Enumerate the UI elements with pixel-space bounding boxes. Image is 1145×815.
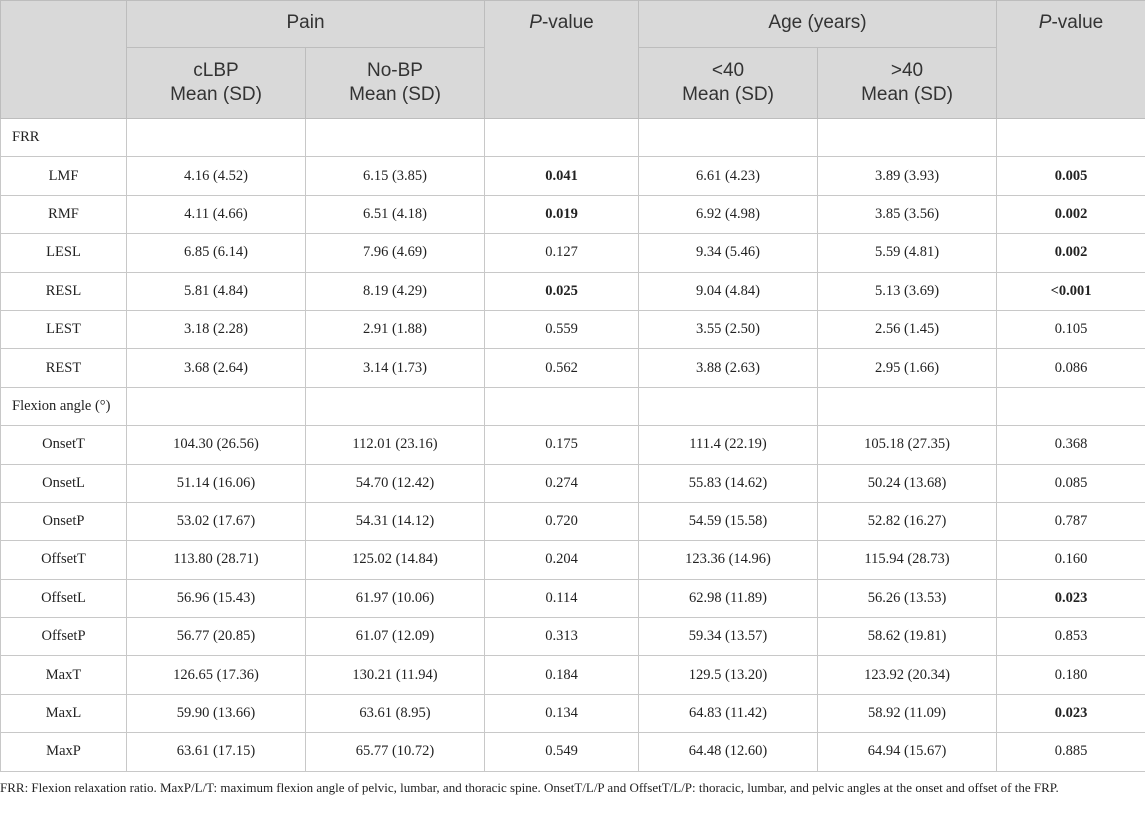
cell-pvalue-age: 0.023 xyxy=(997,579,1145,617)
cell-clbp: 3.68 (2.64) xyxy=(127,349,306,387)
cell-under40: 54.59 (15.58) xyxy=(639,502,818,540)
cell-nobp: 7.96 (4.69) xyxy=(306,234,485,272)
table-row xyxy=(1,349,1145,387)
cell-over40: 50.24 (13.68) xyxy=(818,464,997,502)
cell-pvalue-pain: 0.184 xyxy=(485,656,639,694)
pvalue-suffix: -value xyxy=(541,12,594,33)
header-corner-cell xyxy=(1,1,127,119)
table-row xyxy=(1,272,1145,310)
empty-cell xyxy=(127,387,306,425)
empty-cell xyxy=(127,119,306,157)
col-label: No-BP xyxy=(367,60,423,81)
cell-clbp: 53.02 (17.67) xyxy=(127,502,306,540)
row-label: OnsetL xyxy=(1,464,127,502)
cell-pvalue-pain: 0.025 xyxy=(485,272,639,310)
col-sublabel: Mean (SD) xyxy=(170,84,262,105)
row-label: LESL xyxy=(1,234,127,272)
header-col-clbp xyxy=(127,48,306,119)
cell-over40: 2.56 (1.45) xyxy=(818,310,997,348)
section-label: Flexion angle (°) xyxy=(1,387,127,425)
cell-over40: 52.82 (16.27) xyxy=(818,502,997,540)
table-row xyxy=(1,426,1145,464)
pvalue-italic-p: P xyxy=(529,12,542,33)
pvalue-suffix: -value xyxy=(1051,12,1104,33)
cell-pvalue-age: 0.787 xyxy=(997,502,1145,540)
cell-over40: 5.13 (3.69) xyxy=(818,272,997,310)
empty-cell xyxy=(485,387,639,425)
cell-over40: 105.18 (27.35) xyxy=(818,426,997,464)
cell-nobp: 3.14 (1.73) xyxy=(306,349,485,387)
cell-under40: 3.88 (2.63) xyxy=(639,349,818,387)
cell-pvalue-pain: 0.274 xyxy=(485,464,639,502)
table-row xyxy=(1,656,1145,694)
col-label: >40 xyxy=(890,60,924,81)
cell-clbp: 51.14 (16.06) xyxy=(127,464,306,502)
cell-pvalue-age: 0.023 xyxy=(997,694,1145,732)
cell-pvalue-pain: 0.313 xyxy=(485,618,639,656)
cell-clbp: 113.80 (28.71) xyxy=(127,541,306,579)
cell-pvalue-age: 0.885 xyxy=(997,733,1145,771)
cell-under40: 62.98 (11.89) xyxy=(639,579,818,617)
cell-pvalue-pain: 0.134 xyxy=(485,694,639,732)
cell-pvalue-pain: 0.019 xyxy=(485,195,639,233)
cell-pvalue-pain: 0.549 xyxy=(485,733,639,771)
cell-pvalue-age: 0.086 xyxy=(997,349,1145,387)
cell-pvalue-pain: 0.720 xyxy=(485,502,639,540)
row-label: RMF xyxy=(1,195,127,233)
cell-over40: 58.62 (19.81) xyxy=(818,618,997,656)
cell-clbp: 5.81 (4.84) xyxy=(127,272,306,310)
empty-cell xyxy=(997,387,1145,425)
cell-clbp: 56.77 (20.85) xyxy=(127,618,306,656)
cell-over40: 123.92 (20.34) xyxy=(818,656,997,694)
header-pvalue-pain xyxy=(485,1,639,119)
cell-under40: 9.04 (4.84) xyxy=(639,272,818,310)
col-label: cLBP xyxy=(193,60,239,81)
section-row xyxy=(1,387,1145,425)
cell-under40: 55.83 (14.62) xyxy=(639,464,818,502)
cell-over40: 5.59 (4.81) xyxy=(818,234,997,272)
cell-pvalue-age: 0.105 xyxy=(997,310,1145,348)
col-label: <40 xyxy=(711,60,745,81)
empty-cell xyxy=(306,387,485,425)
cell-pvalue-age: 0.368 xyxy=(997,426,1145,464)
cell-clbp: 56.96 (15.43) xyxy=(127,579,306,617)
cell-clbp: 104.30 (26.56) xyxy=(127,426,306,464)
cell-clbp: 59.90 (13.66) xyxy=(127,694,306,732)
cell-under40: 64.83 (11.42) xyxy=(639,694,818,732)
cell-over40: 3.85 (3.56) xyxy=(818,195,997,233)
header-pvalue-age xyxy=(997,1,1145,119)
table-row xyxy=(1,618,1145,656)
cell-pvalue-age: 0.160 xyxy=(997,541,1145,579)
cell-pvalue-pain: 0.559 xyxy=(485,310,639,348)
cell-clbp: 3.18 (2.28) xyxy=(127,310,306,348)
cell-pvalue-pain: 0.562 xyxy=(485,349,639,387)
cell-pvalue-pain: 0.204 xyxy=(485,541,639,579)
table-row xyxy=(1,234,1145,272)
cell-pvalue-pain: 0.114 xyxy=(485,579,639,617)
cell-under40: 111.4 (22.19) xyxy=(639,426,818,464)
col-sublabel: Mean (SD) xyxy=(861,84,953,105)
cell-over40: 2.95 (1.66) xyxy=(818,349,997,387)
cell-clbp: 6.85 (6.14) xyxy=(127,234,306,272)
col-sublabel: Mean (SD) xyxy=(349,84,441,105)
row-label: OffsetP xyxy=(1,618,127,656)
cell-nobp: 2.91 (1.88) xyxy=(306,310,485,348)
cell-pvalue-age: 0.002 xyxy=(997,234,1145,272)
row-label: LMF xyxy=(1,157,127,195)
cell-pvalue-pain: 0.127 xyxy=(485,234,639,272)
table-header xyxy=(1,1,1145,119)
cell-over40: 115.94 (28.73) xyxy=(818,541,997,579)
row-label: LEST xyxy=(1,310,127,348)
cell-nobp: 6.51 (4.18) xyxy=(306,195,485,233)
cell-nobp: 54.70 (12.42) xyxy=(306,464,485,502)
cell-pvalue-age: 0.180 xyxy=(997,656,1145,694)
cell-nobp: 65.77 (10.72) xyxy=(306,733,485,771)
cell-clbp: 4.16 (4.52) xyxy=(127,157,306,195)
cell-pvalue-age: 0.853 xyxy=(997,618,1145,656)
table-row xyxy=(1,733,1145,771)
cell-pvalue-pain: 0.175 xyxy=(485,426,639,464)
table-row xyxy=(1,310,1145,348)
row-label: OffsetL xyxy=(1,579,127,617)
header-pain-group: Pain xyxy=(127,1,485,48)
header-col-under40 xyxy=(639,48,818,119)
cell-under40: 129.5 (13.20) xyxy=(639,656,818,694)
empty-cell xyxy=(818,387,997,425)
cell-nobp: 63.61 (8.95) xyxy=(306,694,485,732)
cell-pvalue-age: 0.005 xyxy=(997,157,1145,195)
header-col-nobp xyxy=(306,48,485,119)
empty-cell xyxy=(997,119,1145,157)
table-body xyxy=(1,119,1145,772)
cell-over40: 58.92 (11.09) xyxy=(818,694,997,732)
row-label: OnsetT xyxy=(1,426,127,464)
cell-clbp: 126.65 (17.36) xyxy=(127,656,306,694)
cell-over40: 64.94 (15.67) xyxy=(818,733,997,771)
cell-over40: 56.26 (13.53) xyxy=(818,579,997,617)
table-row xyxy=(1,541,1145,579)
row-label: MaxP xyxy=(1,733,127,771)
cell-pvalue-age: 0.085 xyxy=(997,464,1145,502)
cell-under40: 6.92 (4.98) xyxy=(639,195,818,233)
row-label: OnsetP xyxy=(1,502,127,540)
pvalue-italic-p: P xyxy=(1038,12,1052,33)
section-row xyxy=(1,119,1145,157)
header-age-group: Age (years) xyxy=(639,1,997,48)
empty-cell xyxy=(306,119,485,157)
table-row xyxy=(1,694,1145,732)
cell-clbp: 63.61 (17.15) xyxy=(127,733,306,771)
cell-nobp: 112.01 (23.16) xyxy=(306,426,485,464)
empty-cell xyxy=(639,119,818,157)
row-label: RESL xyxy=(1,272,127,310)
table-row xyxy=(1,579,1145,617)
cell-nobp: 130.21 (11.94) xyxy=(306,656,485,694)
cell-pvalue-age: <0.001 xyxy=(997,272,1145,310)
table-row xyxy=(1,502,1145,540)
cell-nobp: 61.07 (12.09) xyxy=(306,618,485,656)
row-label: OffsetT xyxy=(1,541,127,579)
cell-under40: 6.61 (4.23) xyxy=(639,157,818,195)
table-row xyxy=(1,464,1145,502)
table-row xyxy=(1,195,1145,233)
table-row xyxy=(1,157,1145,195)
empty-cell xyxy=(485,119,639,157)
header-row-group xyxy=(1,1,1145,48)
col-sublabel: Mean (SD) xyxy=(682,84,774,105)
cell-pvalue-age: 0.002 xyxy=(997,195,1145,233)
cell-under40: 3.55 (2.50) xyxy=(639,310,818,348)
cell-over40: 3.89 (3.93) xyxy=(818,157,997,195)
cell-nobp: 54.31 (14.12) xyxy=(306,502,485,540)
cell-clbp: 4.11 (4.66) xyxy=(127,195,306,233)
cell-nobp: 61.97 (10.06) xyxy=(306,579,485,617)
cell-nobp: 125.02 (14.84) xyxy=(306,541,485,579)
table-footnote: FRR: Flexion relaxation ratio. MaxP/L/T: maximum flexion angle of pelvic, lumbar, and thoracic spine. OnsetT/L/P and OffsetT/L/P: thoracic, lumbar, and pelvic angles at the onset and offset of the FRP. xyxy=(0,780,1059,795)
cell-under40: 59.34 (13.57) xyxy=(639,618,818,656)
cell-nobp: 8.19 (4.29) xyxy=(306,272,485,310)
row-label: MaxT xyxy=(1,656,127,694)
cell-under40: 9.34 (5.46) xyxy=(639,234,818,272)
row-label: REST xyxy=(1,349,127,387)
header-col-over40 xyxy=(818,48,997,119)
cell-nobp: 6.15 (3.85) xyxy=(306,157,485,195)
empty-cell xyxy=(639,387,818,425)
cell-pvalue-pain: 0.041 xyxy=(485,157,639,195)
section-label: FRR xyxy=(1,119,127,157)
empty-cell xyxy=(818,119,997,157)
cell-under40: 123.36 (14.96) xyxy=(639,541,818,579)
row-label: MaxL xyxy=(1,694,127,732)
cell-under40: 64.48 (12.60) xyxy=(639,733,818,771)
